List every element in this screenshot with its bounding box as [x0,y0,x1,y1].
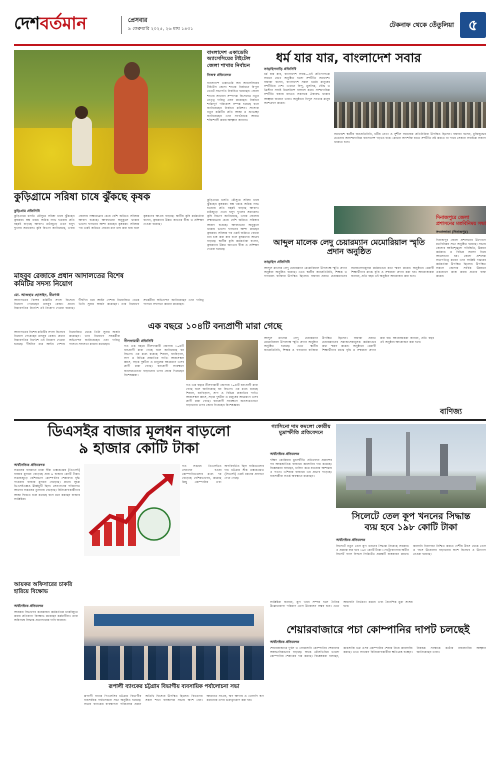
headline-line-2: ব্যয় হবে ১৯৮ কোটি টাকা [364,523,458,533]
logo-prefix: দেশ [14,14,40,34]
issue-date: ৯ ফেব্রুয়ারি ২০২৫, ২৬ মাঘ ১৪৩১ [128,27,194,32]
headline: দিনাজপুরে জেলা প্রশাসনের মতবিনিময় সভা [436,216,486,227]
story-memorial-body-2: আব্দুল মালেক লেদু চেয়ারম্যান মেমোরিয়াল উপলক্ষে স্মৃতি প্রদান অনুষ্ঠান অনুষ্ঠিত হয়েছে। এতে স্থানীয় জনপ্রতিনিধি, শিক্ষক ও গণ্যমান্য ব্যক্তিরা উপস্থিত ছিলেন। বক্তারা প্রয়াত চেয়ারম্যানের সমাজসেবামূলক কর্মকাণ্ডের কথা স্মরণ করেন। অনুষ্ঠানে মেধাবী শিক্ষার্থীদের মাঝে বৃত্তি ও সম্মাননা প্রদান করা হয়। আয়োজকরা জানান, প্রতি বছর এই অনুষ্ঠান আয়োজন করা হবে। [264,336,434,353]
article-body: ধর্ম যার যার, বাংলাদেশ সবার—এই প্রতিপাদ্যকে সামনে রেখে অনুষ্ঠিত হলো সম্প্রীতি সমাবেশ। বক্তারা বলেন, বাংলাদেশ সকল ধর্মের মানুষের সম্প্রীতির দেশ। এখানে হিন্দু, মুসলিম, বৌদ্ধ ও খ্রিস্টান সবাই মিলেমিশে বসবাস করে। সাম্প্রদায়িক সম্প্রীতি বজায় রাখতে সকলকে ঐক্যবদ্ধ থাকার আহ্বান জানান তারা। অনুষ্ঠানে বিপুল সংখ্যক মানুষ অংশগ্রহণ করেন। [264,72,330,105]
page-number: ৫ [468,16,478,34]
section-label-business: বাণিজ্য [440,407,462,416]
section-divider-business [14,419,486,421]
gas-field-photo [336,424,486,508]
story-animals-headline: এক বছরে ১০৪টি বন্যপ্রাণী মারা গেছে [148,322,282,332]
story-animals-byline: নীলফামারী প্রতিনিধি [124,339,154,343]
headline: বাংলাদেশ একাডেমি অ্যাসেসিয়ের টাইটেল জেলা শাখার নির্বাচন [207,50,251,69]
story-dse-body-2: গত সপ্তাহে ডিএসইতে লেনদেন হওয়া কোম্পানিগুলোর মধ্যে দর বেড়েছে বেশিরভাগের, কমেছে কিছু কোম্পানির এবং অপরিবর্তিত ছিল বাকিগুলোর দর। চট্টগ্রাম স্টক এক্সচেঞ্জেও (সিএসই) একই ধরনের প্রবণতা দেখা গেছে। [182,464,264,485]
woman-figure [114,74,148,174]
story-memorial-body: আব্দুল মালেক লেদু চেয়ারম্যান মেমোরিয়াল উপলক্ষে স্মৃতি প্রদান অনুষ্ঠান অনুষ্ঠিত হয়েছে। এতে স্থানীয় জনপ্রতিনিধি, শিক্ষক ও গণ্যমান্য ব্যক্তিরা উপস্থিত ছিলেন। বক্তারা প্রয়াত চেয়ারম্যানের সমাজসেবামূলক কর্মকাণ্ডের কথা স্মরণ করেন। অনুষ্ঠানে মেধাবী শিক্ষার্থীদের মাঝে বৃত্তি ও সম্মাননা প্রদান করা হয়। আয়োজকরা জানান, প্রতি বছর এই অনুষ্ঠান আয়োজন করা হবে। [264,266,434,279]
story-oil-body-2: সংশ্লিষ্টরা জানান, কূপ খনন সম্পন্ন হলে দৈনিক উল্লেখযোগ্য পরিমাণ তেল উত্তোলন সম্ভব হবে। এতে আমদানি নির্ভরতা কমবে এবং বৈদেশিক মুদ্রা সাশ্রয় হবে। [270,600,413,609]
article-body-2: সমাবেশে স্থানীয় জনপ্রতিনিধি, ধর্মীয় নেতা ও সুশীল সমাজের প্রতিনিধিরা উপস্থিত ছিলেন। বক্তারা বলেন, মুক্তিযুদ্ধের চেতনায় অসাম্প্রদায়িক বাংলাদেশ গড়তে হবে। কোনো অপশক্তি যাতে সম্প্রীতি নষ্ট করতে না পারে সেজন্য সবাইকে সজাগ থাকতে হবে। [334,132,486,145]
story-dse-byline: অর্থনৈতিক প্রতিবেদক [14,463,45,467]
story-gas-byline: অর্থনৈতিক প্রতিবেদক [270,452,300,456]
story-tax-headline: আয়কর অফিসারের চাকরি হারিয়ে বিক্ষোভ [14,582,73,595]
story-oil-byline: অর্থনৈতিক প্রতিবেদক [336,538,366,542]
story-oil-body: সিলেটে নতুন তেল কূপ খননের সিদ্ধান্ত নিয়েছে সরকার। এ প্রকল্পে ব্যয় হবে ১৯৮ কোটি টাকা। পেট্রোবাংলার অধীন সিলেট গ্যাস ফিল্ডস লিমিটেড প্রকল্পটি বাস্তবায়ন করবে। জ্বালানি নিরাপত্তা নিশ্চিত করতে দেশীয় উৎস থেকে তেল ও গ্যাস উত্তোলন বাড়ানোর অংশ হিসেবে এ উদ্যোগ নেওয়া হয়েছে। [336,544,486,557]
header-tagline: টেকনাফ থেকে তেঁতুলিয়া [389,21,454,29]
story-tax-byline: অর্থনৈতিক প্রতিবেদক [14,604,44,608]
story-gas-body: দক্ষিণ কোরিয়ার মুদ্রাস্ফীতি প্রতিবেদন প্রকাশের পর আন্তর্জাতিক বাজারে জ্বালানির দাম কমেছে। বিশ্লেষকরা বলছেন, চাহিদা কমে যাওয়ার আশঙ্কায় এ পতন। এশিয়ার বাজারে এর প্রভাব পড়েছে। ব্যবসায়ীরা সতর্ক অবস্থানে রয়েছেন। [270,458,332,479]
logo-main: বর্তমান [39,14,87,34]
header-rule [14,44,486,46]
child-figure [72,116,92,166]
story-crop-body: কুড়িগ্রামে চলতি মৌসুমে সরিষা চাষে ঝুঁকছেন কৃষকরা। স্বল্প খরচে অধিক লাভ হওয়ায় প্রতি বছরই বাড়ছে আবাদ। মাঠজুড়ে এখন হলুদ ফুলের সমারোহ। কৃষি বিভাগ জানিয়েছে, এবার জেলায় লক্ষ্যমাত্রার চেয়ে বেশি জমিতে সরিষার আবাদ হয়েছে। আবহাওয়া অনুকূলে থাকায় ভালো ফলনের আশা করছেন কৃষকরা। সরিষার পর একই জমিতে বোরো ধান চাষ করা যায় বলে কৃষকদের আগ্রহ বাড়ছে। স্থানীয় কৃষি কর্মকর্তারা বলেন, কৃষকদের উন্নত জাতের বীজ ও প্রশিক্ষণ দেওয়া হয়েছে। [14,214,204,231]
header-divider [121,16,122,34]
story-tax-body: আয়কর বিভাগের কয়েকজন কর্মকর্তাকে চাকরিচ্যুত করার প্রতিবাদে বিক্ষোভ করেছেন কর্মচারীরা। তারা অবিলম্বে সিদ্ধান্ত প্রত্যাহারের দাবি জানান। [14,610,78,623]
page-number-badge [460,12,486,38]
mustard-field-photo [14,50,202,190]
story-share-headline: শেয়ারবাজারে পচা কোম্পানির দাপট চলছেই [286,624,470,636]
headline-line-2: ৯ হাজার কোটি টাকা [78,441,200,457]
story-bd-continued: কুড়িগ্রামে চলতি মৌসুমে সরিষা চাষে ঝুঁকছেন কৃষকরা। স্বল্প খরচে অধিক লাভ হওয়ায় প্রতি বছরই বাড়ছে আবাদ। মাঠজুড়ে এখন হলুদ ফুলের সমারোহ। কৃষি বিভাগ জানিয়েছে, এবার জেলায় লক্ষ্যমাত্রার চেয়ে বেশি জমিতে সরিষার আবাদ হয়েছে। আবহাওয়া অনুকূলে থাকায় ভালো ফলনের আশা করছেন কৃষকরা। সরিষার পর একই জমিতে বোরো ধান চাষ করা যায় বলে কৃষকদের আগ্রহ বাড়ছে। স্থানীয় কৃষি কর্মকর্তারা বলেন, কৃষকদের উন্নত জাতের বীজ ও প্রশিক্ষণ দেওয়া হয়েছে। [207,198,259,252]
bank-meeting-photo [84,606,264,680]
article-body: দিনাজপুর জেলা প্রশাসনের উদ্যোগে মতবিনিময় সভা অনুষ্ঠিত হয়েছে। সভায় জেলার আইনশৃঙ্খলা পরিস্থিতি, উন্নয়ন কর্মকাণ্ড ও বিভিন্ন সমস্যা নিয়ে আলোচনা হয়। জেলা প্রশাসক সভাপতিত্ব করেন এবং সংশ্লিষ্ট দপ্তরের কর্মকর্তারা উপস্থিত ছিলেন। উপস্থিত সকলে জেলার সার্বিক উন্নয়নে একযোগে কাজ করার প্রত্যয় ব্যক্ত করেন। [436,237,486,279]
byline: নিজস্ব প্রতিবেদক [207,73,232,78]
story-memorial-headline: আব্দুল মালেক লেদু চেয়ারম্যান মেমোরিয়াল স্মৃতি প্রদান অনুষ্ঠিত [273,238,425,257]
headline: ধর্ম যার যার, বাংলাদেশ সবার [276,50,422,65]
story-crop-byline: কুড়িগ্রাম প্রতিনিধি [14,209,40,213]
article-body: বাংলাদেশ একাডেমি অব অ্যাসেসিয়ের টাইটেল জেলা শাখার নির্বাচনে বিপুল ভোটে সভাপতি নির্বাচিত হয়েছেন। জেলা শাখার সাধারণ সম্পাদক হিসেবেও নতুন নেতৃত্ব দায়িত্ব গ্রহণ করেছেন। নির্বাচন শান্তিপূর্ণ পরিবেশে সম্পন্ন হয়েছে বলে জানিয়েছেন নির্বাচন কমিশন। সদস্যরা নতুন কমিটির প্রতি আস্থা ও শুভেচ্ছা জানিয়েছেন এবং সংগঠনকে আরও শক্তিশালী করার আহ্বান জানান। [207,81,259,123]
story-dinajpur [436,216,486,416]
story-court-body: আদালতের বিশেষ কমিটির সদস্য হিসেবে নিয়োগ পেয়েছেন মাহবুব রেজা। প্রধান বিচারপতির নির্দেশে এই নিয়োগ দেওয়া হয়েছে। দীর্ঘদিন ধরে আইন পেশায় নিয়োজিত থেকে তিনি সুনাম অর্জন করেছেন। তার নিয়োগে সহকর্মীরা অভিনন্দন জানিয়েছেন এবং দায়িত্ব পালনে সফলতা কামনা করেছেন। [14,298,204,311]
byline: তাড়াইলবাড়ি প্রতিনিধি [264,67,297,71]
story-bank-body: রূপালী ব্যাংক পিএলসির চট্টগ্রাম বিভাগীয় ব্যবসায়িক পর্যালোচনা সভা অনুষ্ঠিত হয়েছে। সভায় ব্যাংকের ব্যবস্থাপনা পরিচালক প্রধান অতিথি হিসেবে উপস্থিত ছিলেন। বিভাগের সকল শাখা ব্যবস্থাপক সভায় অংশ নেন। আমানত সংগ্রহ, ঋণ আদায় ও খেলাপি ঋণ কমানোর ওপর গুরুত্বারোপ করা হয়। [84,694,264,707]
growth-arrow-icon [84,464,180,556]
story-dse-body: সপ্তাহের ব্যবধানে ঢাকা স্টক এক্সচেঞ্জের (ডিএসই) বাজার মূলধন বেড়েছে প্রায় ৯ হাজার কোটি টাকা। সপ্তাহজুড়ে বেশিরভাগ কোম্পানির শেয়ারদর বৃদ্ধি পাওয়ায় বাজার মূলধন বেড়েছে। প্রধান সূচক ডিএসইএক্সও ঊর্ধ্বমুখী ছিল। লেনদেনের পরিমাণও আগের সপ্তাহের তুলনায় বেড়েছে। বিনিয়োগকারীদের আস্থা ফিরতে শুরু করেছে বলে মনে করছেন বাজার সংশ্লিষ্টরা। [14,468,80,501]
story-animals-body-2: গত এক বছরে নীলফামারী জেলায় ১০৪টি বন্যপ্রাণী মারা গেছে বলে জানিয়েছে বন বিভাগ। এর মধ্যে রয়েছে শিয়াল, বনবিড়াল, সাপ ও বিভিন্ন প্রজাতির পাখি। আবাসস্থল ধ্বংস, সড়ক দুর্ঘটনা ও মানুষের আক্রমণে এসব প্রাণী মারা গেছে। বন্যপ্রাণী সংরক্ষণে জনসচেতনতা বাড়ানোর ওপর জোর দিয়েছেন বিশেষজ্ঞরা। [186,383,258,408]
section-name: প্রেসবার [128,17,148,24]
story-memorial-byline: তাড়াইল প্রতিনিধি [264,260,290,264]
headline-line-1: সিলেটে তেল কূপ খননের সিদ্ধান্ত [351,512,471,522]
wildlife-photo [186,340,258,380]
story-court-body-2: আদালতের বিশেষ কমিটির সদস্য হিসেবে নিয়োগ পেয়েছেন মাহবুব রেজা। প্রধান বিচারপতির নির্দেশে এই নিয়োগ দেওয়া হয়েছে। দীর্ঘদিন ধরে আইন পেশায় নিয়োজিত থেকে তিনি সুনাম অর্জন করেছেন। তার নিয়োগে সহকর্মীরা অভিনন্দন জানিয়েছেন এবং দায়িত্ব পালনে সফলতা কামনা করেছেন। [14,330,120,347]
rally-photo [334,72,486,128]
story-court-byline: মো. আজহার হোসাইন, বীরগঞ্জ [14,293,60,297]
headline-line-1: ডিএসইর বাজার মূলধন বাড়লো [47,424,231,440]
story-crop-headline: কুড়িগ্রামে সরিষা চাষে ঝুঁকছে কৃষক [14,192,151,203]
story-court-headline: মাহবুব রেজাকে প্রধান আদালতের বিশেষ কমিটির সদস্য নিয়োগ [14,272,124,289]
story-oil-headline [336,512,486,534]
story-share-body: শেয়ারবাজারে দুর্বল ও লোকসানি কোম্পানির শেয়ারদর অস্বাভাবিকভাবে বাড়ছে। অথচ মৌলভিত্তির ভালো কোম্পানির শেয়ারের দাম কমছে। বিশ্লেষকরা বলছেন, কারসাজি চক্র এসব কোম্পানির শেয়ার নিয়ে কারসাজি করছে। এতে সাধারণ বিনিয়োগকারীরা ক্ষতিগ্রস্ত হচ্ছেন। নিয়ন্ত্রক সংস্থাকে কঠোর নজরদারির আহ্বান জানিয়েছেন তারা। [270,646,486,659]
masthead [14,12,486,42]
bank-photo-caption: রূপালী ব্যাংকের চট্টগ্রাম বিভাগীয় ব্যবসায়িক পর্যালোচনা সভা [108,684,240,690]
story-bd-academy [207,50,259,196]
newspaper-logo [14,14,87,34]
story-gas-headline: গ্যাসিনো দাম কমলো কোরীয় মুদ্রাস্ফীতি প্রতিবেদনে [271,424,331,437]
story-share-byline: অর্থনৈতিক প্রতিবেদক [270,640,300,644]
story-animals-body: গত এক বছরে নীলফামারী জেলায় ১০৪টি বন্যপ্রাণী মারা গেছে বলে জানিয়েছে বন বিভাগ। এর মধ্যে রয়েছে শিয়াল, বনবিড়াল, সাপ ও বিভিন্ন প্রজাতির পাখি। আবাসস্থল ধ্বংস, সড়ক দুর্ঘটনা ও মানুষের আক্রমণে এসব প্রাণী মারা গেছে। বন্যপ্রাণী সংরক্ষণে জনসচেতনতা বাড়ানোর ওপর জোর দিয়েছেন বিশেষজ্ঞরা। [124,344,184,377]
story-dse-headline [14,424,264,458]
byline: সংবাদদাতা (দিনাজপুর) [436,229,468,234]
dse-growth-graphic [84,464,180,556]
